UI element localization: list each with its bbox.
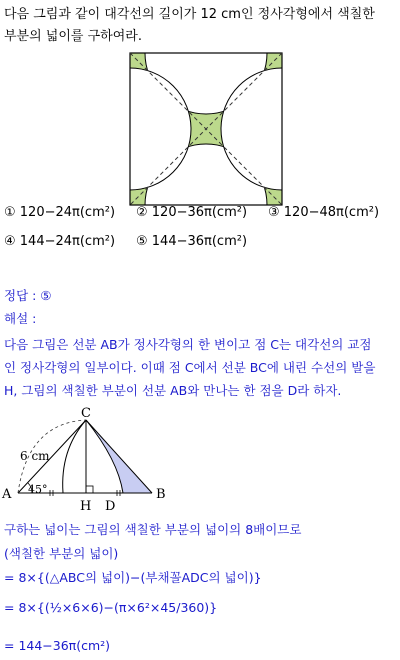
label-B: B (156, 487, 166, 502)
option-5[interactable]: ⑤ 144−36π(cm²) (136, 234, 248, 249)
angle-label: 45° (28, 483, 48, 496)
explanation-line-2: 인 정사각형의 일부이다. 이때 점 C에서 선분 BC에 내린 수선의 발을 (4, 360, 376, 375)
arc-left (63, 420, 86, 493)
option-2[interactable]: ② 120−36π(cm²) (136, 205, 248, 220)
label-C: C (81, 406, 91, 421)
explanation-after-2: (색칠한 부분의 넓이) (4, 546, 119, 561)
answer-label: 정답 : ⑤ (4, 288, 52, 303)
label-H: H (80, 499, 92, 514)
square-figure (110, 50, 302, 212)
label-D: D (105, 499, 116, 514)
triangle-figure (0, 405, 185, 520)
question-line-2: 부분의 넓이를 구하여라. (4, 29, 142, 44)
explanation-after-5: = 144−36π(cm²) (4, 638, 111, 653)
option-1[interactable]: ① 120−24π(cm²) (4, 205, 116, 220)
option-4[interactable]: ④ 144−24π(cm²) (4, 234, 116, 249)
option-3[interactable]: ③ 120−48π(cm²) (268, 205, 380, 220)
side-label: 6 cm (20, 449, 50, 463)
question-line-1: 다음 그림과 같이 대각선의 길이가 12 cm인 정사각형에서 색칠한 (4, 7, 375, 22)
explanation-after-4: = 8×{(½×6×6)−(π×6²×45/360)} (4, 600, 218, 615)
explanation-heading: 해설 : (4, 311, 37, 326)
explanation-line-1: 다음 그림은 선분 AB가 정사각형의 한 변이고 점 C는 대각선의 교점 (4, 337, 372, 352)
explanation-after-3: = 8×{(△ABC의 넓이)−(부채꼴ADC의 넓이)} (4, 570, 262, 585)
right-angle-mark (86, 486, 93, 493)
label-A: A (2, 487, 12, 502)
explanation-after-1: 구하는 넓이는 그림의 색칠한 부분의 넓이의 8배이므로 (4, 522, 302, 537)
explanation-line-3: H, 그림의 색칠한 부분이 선분 AB와 만나는 한 점을 D라 하자. (4, 383, 342, 398)
segment-BC (86, 420, 152, 493)
